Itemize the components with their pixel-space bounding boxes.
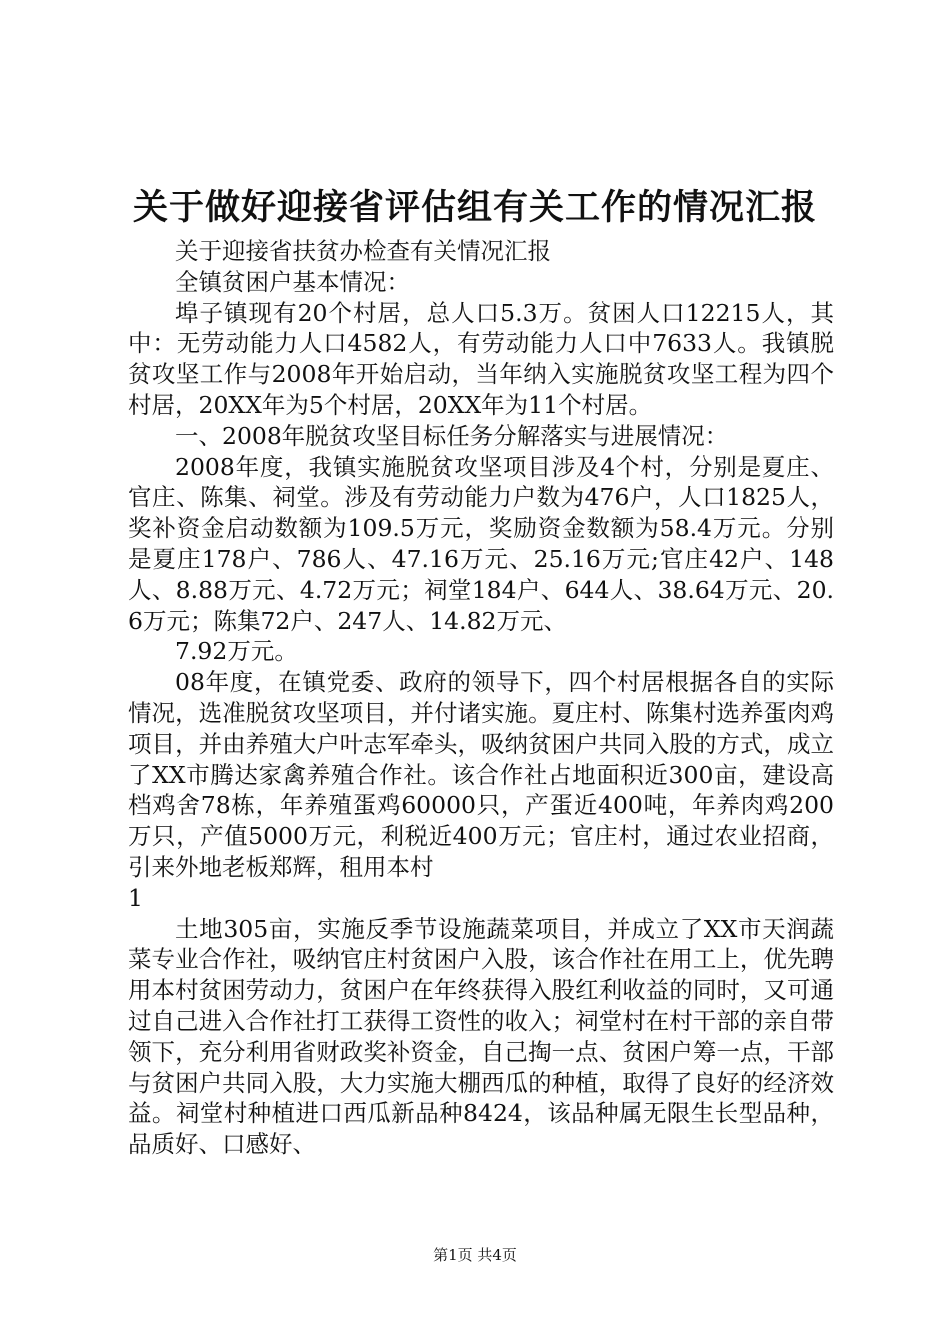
page-footer: 第1页 共4页 — [433, 1246, 517, 1264]
document-body — [128, 236, 834, 1160]
paragraph-subtitle: 关于迎接省扶贫办检查有关情况汇报 — [175, 237, 551, 265]
paragraph-2008-details-cont: 7.92万元。 — [175, 637, 298, 666]
document-title: 关于做好迎接省评估组有关工作的情况汇报 — [132, 187, 817, 228]
paragraph-overview: 埠子镇现有20个村居，总人口5.3万。贫困人口12215人，其中：无劳动能力人口4582人，有劳动能力人口中7633人。我镇脱贫攻坚工作与2008年开始启动，当年纳入实施脱贫攻坚工程为四个村居，20XX年为5个村居，20XX年为11个村居。 — [128, 298, 834, 419]
inline-page-number: 1 — [128, 883, 143, 912]
paragraph-2008-details: 2008年度，我镇实施脱贫攻坚项目涉及4个村，分别是夏庄、官庄、陈集、祠堂。涉及有劳动能力户数为476户，人口1825人，奖补资金启动数额为109.5万元，奖励资金数额为58.4万元。分别是夏庄178户、786人、47.16万元、25.16万元;官庄42户、148人、8.88万元、4.72万元；祠堂184户、644人、38.64万元、20.6万元；陈集72户、247人、14.82万元、 — [128, 452, 834, 635]
paragraph-projects-cont: 土地305亩，实施反季节设施蔬菜项目，并成立了XX市天润蔬菜专业合作社，吸纳官庄村贫困户入股，该合作社在用工上，优先聘用本村贫困劳动力，贫困户在年终获得入股红利收益的同时，又可通过自己进入合作社打工获得工资性的收入；祠堂村在村干部的亲自带领下，充分利用省财政奖补资金，自己掏一点、贫困户筹一点，干部与贫困户共同入股，大力实施大棚西瓜的种植，取得了良好的经济效益。祠堂村种植进口西瓜新品种8424，该品种属无限生长型品种，品质好、口感好、 — [128, 914, 834, 1159]
paragraph-projects: 08年度，在镇党委、政府的领导下，四个村居根据各自的实际情况，选准脱贫攻坚项目，并付诸实施。夏庄村、陈集村选养蛋肉鸡项目，并由养殖大户叶志军牵头，吸纳贫困户共同入股的方式，成立了XX市腾达家禽养殖合作社。该合作社占地面积近300亩，建设高档鸡舍78栋，年养殖蛋鸡60000只，产蛋近400吨，年养肉鸡200万只，产值5000万元，利税近400万元；官庄村，通过农业招商，引来外地老板郑辉，租用本村 — [128, 668, 834, 881]
paragraph-section-heading: 全镇贫困户基本情况： — [175, 267, 410, 296]
paragraph-section-one-heading: 一、2008年脱贫攻坚目标任务分解落实与进展情况： — [175, 421, 729, 450]
